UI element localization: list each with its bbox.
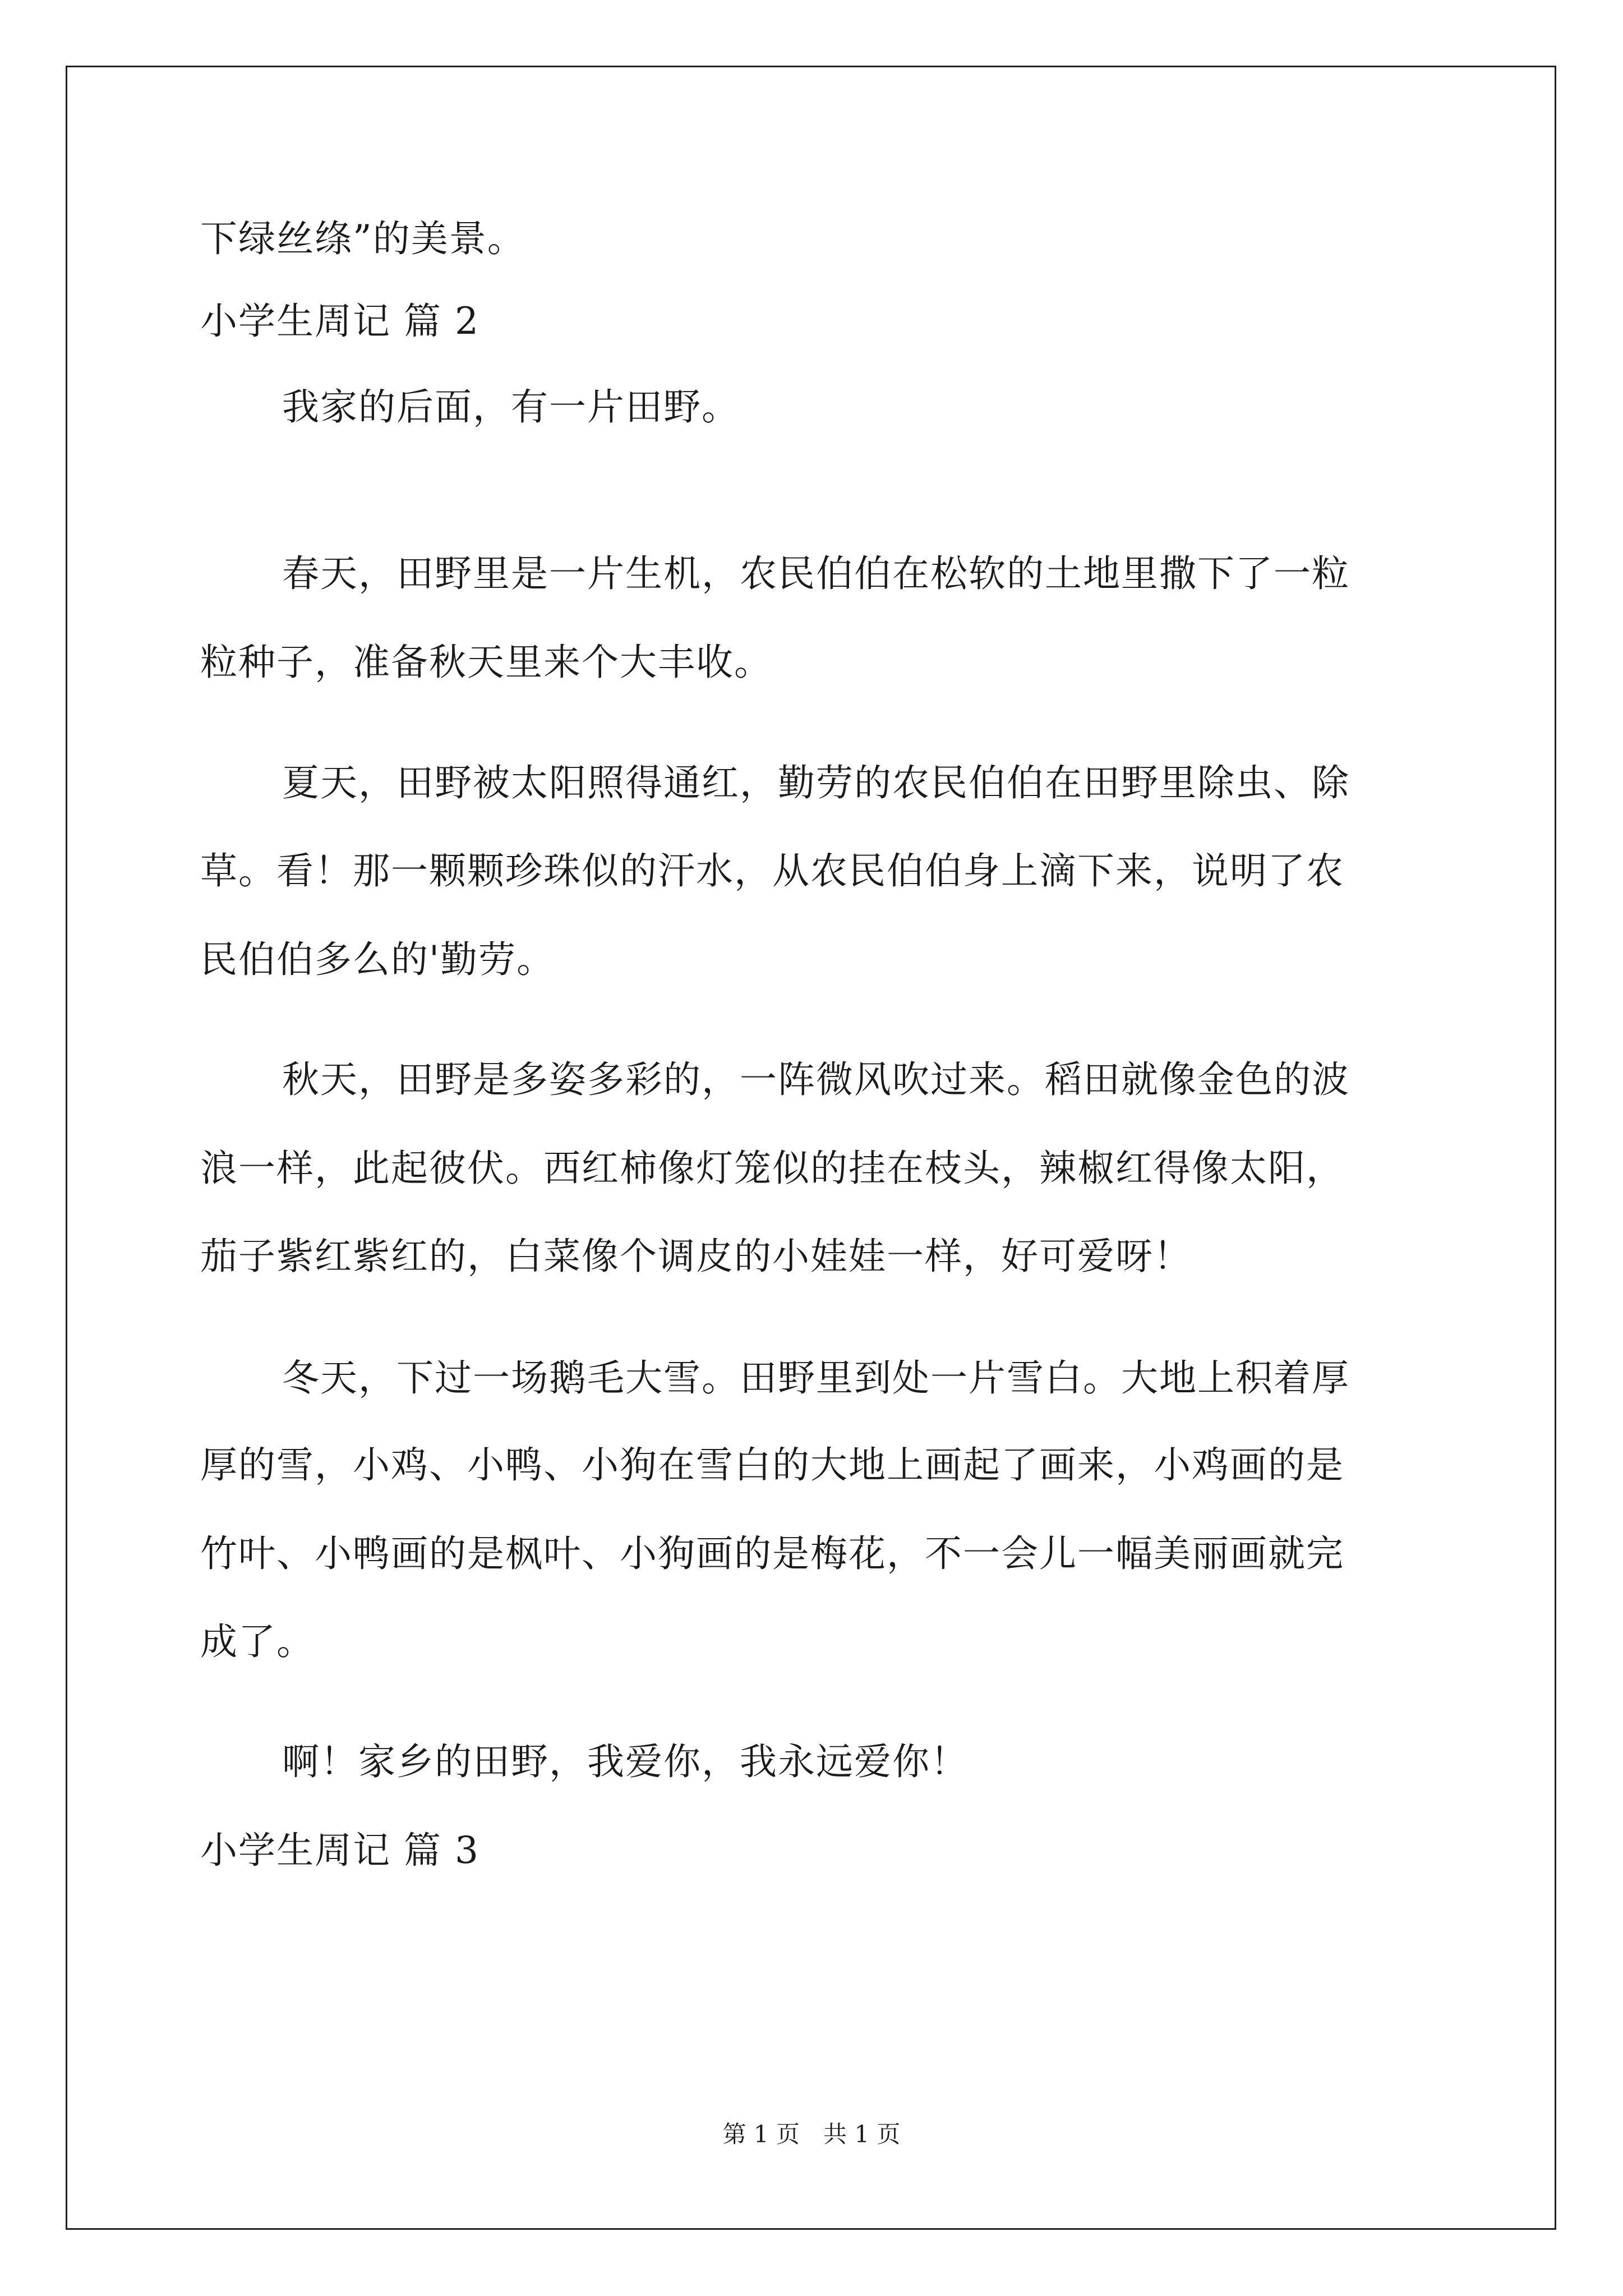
paragraph-line: 茄子紫红紫红的，白菜像个调皮的小娃娃一样，好可爱呀！ [200, 1235, 1192, 1278]
page-footer: 第 1 页 共 1 页 [722, 2120, 901, 2148]
paragraph-line: 草。看！那一颗颗珍珠似的汗水，从农民伯伯身上滴下来，说明了农 [200, 849, 1344, 892]
paragraph-line: 秋天，田野是多姿多彩的，一阵微风吹过来。稻田就像金色的波 [282, 1058, 1350, 1101]
paragraph-line: 我家的后面，有一片田野。 [282, 385, 740, 429]
paragraph-line: 夏天，田野被太阳照得通红，勤劳的农民伯伯在田野里除虫、除 [282, 761, 1350, 804]
paragraph-line: 厚的雪，小鸡、小鸭、小狗在雪白的大地上画起了画来，小鸡画的是 [200, 1443, 1344, 1487]
paragraph-line: 春天，田野里是一片生机，农民伯伯在松软的土地里撒下了一粒 [282, 552, 1350, 595]
text-line: 下绿丝绦”的美景。 [200, 217, 525, 260]
section-heading: 小学生周记 篇 3 [200, 1829, 479, 1872]
paragraph-line: 竹叶、小鸭画的是枫叶、小狗画的是梅花，不一会儿一幅美丽画就完 [200, 1532, 1344, 1575]
section-heading: 小学生周记 篇 2 [200, 300, 479, 343]
paragraph-line: 粒种子，准备秋天里来个大丰收。 [200, 641, 772, 684]
paragraph-line: 冬天，下过一场鹅毛大雪。田野里到处一片雪白。大地上积着厚 [282, 1356, 1350, 1400]
paragraph-line: 啊！家乡的田野，我爱你，我永远爱你！ [282, 1740, 969, 1783]
paragraph-line: 成了。 [200, 1620, 315, 1663]
paragraph-line: 民伯伯多么的'勤劳。 [200, 938, 555, 981]
paragraph-line: 浪一样，此起彼伏。西红柿像灯笼似的挂在枝头，辣椒红得像太阳， [200, 1147, 1344, 1190]
